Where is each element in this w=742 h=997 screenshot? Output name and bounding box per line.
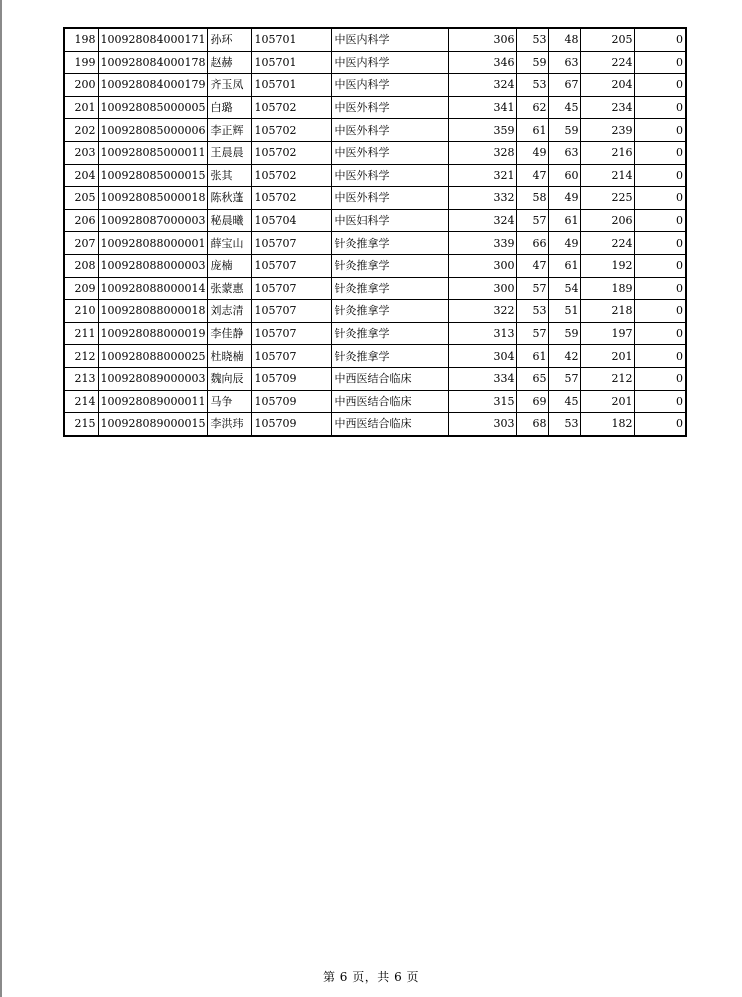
page-left-edge	[0, 0, 2, 997]
cell-total-score: 322	[449, 300, 517, 323]
cell-major: 中西医结合临床	[332, 413, 449, 436]
cell-score-3: 206	[581, 209, 635, 232]
cell-name: 庞楠	[208, 254, 252, 277]
cell-score-3: 224	[581, 51, 635, 74]
cell-major: 针灸推拿学	[332, 232, 449, 255]
cell-total-score: 359	[449, 119, 517, 142]
cell-score-2: 63	[549, 141, 581, 164]
cell-score-3: 216	[581, 141, 635, 164]
cell-extra: 0	[635, 119, 686, 142]
cell-exam-id: 100928088000003	[98, 254, 208, 277]
table-row	[64, 74, 686, 97]
cell-name: 赵赫	[208, 51, 252, 74]
cell-score-2: 59	[549, 119, 581, 142]
cell-major: 中医外科学	[332, 96, 449, 119]
cell-extra: 0	[635, 141, 686, 164]
cell-score-1: 66	[517, 232, 549, 255]
cell-extra: 0	[635, 187, 686, 210]
cell-score-3: 201	[581, 345, 635, 368]
table-row	[64, 141, 686, 164]
cell-extra: 0	[635, 345, 686, 368]
cell-major: 针灸推拿学	[332, 277, 449, 300]
cell-row-number: 206	[64, 209, 98, 232]
cell-name: 薛宝山	[208, 232, 252, 255]
cell-exam-id: 100928084000179	[98, 74, 208, 97]
cell-extra: 0	[635, 232, 686, 255]
cell-score-1: 61	[517, 345, 549, 368]
cell-major: 针灸推拿学	[332, 322, 449, 345]
table-row	[64, 300, 686, 323]
cell-name: 李正辉	[208, 119, 252, 142]
cell-major-code: 105707	[252, 322, 332, 345]
cell-major: 针灸推拿学	[332, 300, 449, 323]
table-row	[64, 209, 686, 232]
cell-major: 中医外科学	[332, 141, 449, 164]
cell-score-1: 69	[517, 390, 549, 413]
cell-exam-id: 100928088000014	[98, 277, 208, 300]
cell-major: 针灸推拿学	[332, 254, 449, 277]
cell-major-code: 105701	[252, 74, 332, 97]
cell-total-score: 324	[449, 74, 517, 97]
results-table	[63, 27, 687, 437]
cell-score-3: 197	[581, 322, 635, 345]
cell-extra: 0	[635, 28, 686, 51]
cell-row-number: 203	[64, 141, 98, 164]
cell-major-code: 105701	[252, 28, 332, 51]
cell-name: 齐玉凤	[208, 74, 252, 97]
cell-exam-id: 100928085000018	[98, 187, 208, 210]
table-row	[64, 367, 686, 390]
cell-row-number: 213	[64, 367, 98, 390]
cell-exam-id: 100928089000003	[98, 367, 208, 390]
cell-major-code: 105709	[252, 413, 332, 436]
cell-exam-id: 100928085000011	[98, 141, 208, 164]
cell-row-number: 199	[64, 51, 98, 74]
cell-name: 白璐	[208, 96, 252, 119]
cell-score-1: 53	[517, 28, 549, 51]
table-row	[64, 96, 686, 119]
cell-name: 杜晓楠	[208, 345, 252, 368]
cell-row-number: 198	[64, 28, 98, 51]
cell-row-number: 202	[64, 119, 98, 142]
cell-name: 刘志清	[208, 300, 252, 323]
cell-score-3: 182	[581, 413, 635, 436]
cell-major-code: 105704	[252, 209, 332, 232]
cell-score-1: 68	[517, 413, 549, 436]
cell-name: 马争	[208, 390, 252, 413]
cell-major-code: 105707	[252, 254, 332, 277]
cell-extra: 0	[635, 74, 686, 97]
cell-exam-id: 100928085000015	[98, 164, 208, 187]
cell-score-2: 51	[549, 300, 581, 323]
cell-extra: 0	[635, 277, 686, 300]
cell-score-3: 204	[581, 74, 635, 97]
cell-total-score: 313	[449, 322, 517, 345]
cell-score-1: 57	[517, 322, 549, 345]
cell-score-2: 45	[549, 390, 581, 413]
cell-row-number: 215	[64, 413, 98, 436]
cell-score-1: 58	[517, 187, 549, 210]
cell-score-3: 189	[581, 277, 635, 300]
cell-score-1: 57	[517, 277, 549, 300]
cell-exam-id: 100928089000015	[98, 413, 208, 436]
cell-exam-id: 100928087000003	[98, 209, 208, 232]
table-row	[64, 254, 686, 277]
cell-major-code: 105702	[252, 164, 332, 187]
cell-major: 中西医结合临床	[332, 390, 449, 413]
cell-score-2: 54	[549, 277, 581, 300]
cell-total-score: 321	[449, 164, 517, 187]
table-row	[64, 164, 686, 187]
cell-total-score: 303	[449, 413, 517, 436]
cell-score-2: 57	[549, 367, 581, 390]
cell-score-3: 225	[581, 187, 635, 210]
cell-total-score: 334	[449, 367, 517, 390]
cell-exam-id: 100928084000171	[98, 28, 208, 51]
cell-score-2: 61	[549, 209, 581, 232]
table-row	[64, 232, 686, 255]
cell-score-2: 45	[549, 96, 581, 119]
cell-extra: 0	[635, 367, 686, 390]
cell-extra: 0	[635, 51, 686, 74]
cell-score-2: 67	[549, 74, 581, 97]
cell-score-1: 62	[517, 96, 549, 119]
cell-row-number: 212	[64, 345, 98, 368]
table-body	[64, 28, 686, 436]
cell-name: 李佳静	[208, 322, 252, 345]
cell-score-2: 49	[549, 232, 581, 255]
cell-exam-id: 100928085000005	[98, 96, 208, 119]
table-row	[64, 390, 686, 413]
table-row	[64, 277, 686, 300]
cell-total-score: 332	[449, 187, 517, 210]
table-row	[64, 51, 686, 74]
cell-major: 中医外科学	[332, 187, 449, 210]
cell-name: 王晨晨	[208, 141, 252, 164]
cell-score-3: 218	[581, 300, 635, 323]
cell-total-score: 339	[449, 232, 517, 255]
cell-score-2: 63	[549, 51, 581, 74]
cell-name: 陈秋蓬	[208, 187, 252, 210]
cell-exam-id: 100928088000001	[98, 232, 208, 255]
cell-total-score: 300	[449, 254, 517, 277]
cell-score-2: 49	[549, 187, 581, 210]
cell-row-number: 210	[64, 300, 98, 323]
cell-score-3: 205	[581, 28, 635, 51]
cell-exam-id: 100928085000006	[98, 119, 208, 142]
cell-total-score: 346	[449, 51, 517, 74]
cell-name: 张其	[208, 164, 252, 187]
cell-name: 秘晨曦	[208, 209, 252, 232]
cell-extra: 0	[635, 300, 686, 323]
cell-total-score: 324	[449, 209, 517, 232]
cell-score-1: 57	[517, 209, 549, 232]
cell-major: 中西医结合临床	[332, 367, 449, 390]
cell-major: 中医外科学	[332, 164, 449, 187]
cell-major: 针灸推拿学	[332, 345, 449, 368]
cell-major: 中医外科学	[332, 119, 449, 142]
cell-total-score: 328	[449, 141, 517, 164]
cell-score-2: 60	[549, 164, 581, 187]
table-row	[64, 28, 686, 51]
page-footer: 第 6 页，共 6 页	[322, 970, 420, 984]
cell-major-code: 105707	[252, 277, 332, 300]
table-row	[64, 322, 686, 345]
table-row	[64, 413, 686, 436]
cell-total-score: 304	[449, 345, 517, 368]
cell-score-3: 201	[581, 390, 635, 413]
table-row	[64, 119, 686, 142]
cell-major-code: 105701	[252, 51, 332, 74]
table-row	[64, 187, 686, 210]
cell-row-number: 204	[64, 164, 98, 187]
cell-major: 中医妇科学	[332, 209, 449, 232]
cell-major: 中医内科学	[332, 74, 449, 97]
cell-score-3: 239	[581, 119, 635, 142]
cell-row-number: 208	[64, 254, 98, 277]
cell-major-code: 105709	[252, 367, 332, 390]
cell-row-number: 200	[64, 74, 98, 97]
cell-total-score: 341	[449, 96, 517, 119]
cell-score-2: 53	[549, 413, 581, 436]
cell-row-number: 214	[64, 390, 98, 413]
cell-name: 张蒙惠	[208, 277, 252, 300]
cell-score-1: 65	[517, 367, 549, 390]
cell-major-code: 105707	[252, 345, 332, 368]
cell-score-2: 59	[549, 322, 581, 345]
cell-major: 中医内科学	[332, 51, 449, 74]
cell-name: 魏向辰	[208, 367, 252, 390]
cell-score-1: 49	[517, 141, 549, 164]
cell-name: 李洪玮	[208, 413, 252, 436]
cell-exam-id: 100928089000011	[98, 390, 208, 413]
cell-score-1: 47	[517, 254, 549, 277]
cell-total-score: 306	[449, 28, 517, 51]
cell-score-2: 61	[549, 254, 581, 277]
cell-extra: 0	[635, 254, 686, 277]
cell-exam-id: 100928088000025	[98, 345, 208, 368]
cell-score-1: 53	[517, 300, 549, 323]
cell-row-number: 205	[64, 187, 98, 210]
cell-score-3: 214	[581, 164, 635, 187]
cell-score-1: 59	[517, 51, 549, 74]
cell-name: 孙环	[208, 28, 252, 51]
cell-extra: 0	[635, 209, 686, 232]
cell-row-number: 201	[64, 96, 98, 119]
cell-major: 中医内科学	[332, 28, 449, 51]
cell-score-3: 212	[581, 367, 635, 390]
cell-total-score: 300	[449, 277, 517, 300]
cell-major-code: 105702	[252, 96, 332, 119]
cell-row-number: 209	[64, 277, 98, 300]
cell-extra: 0	[635, 96, 686, 119]
cell-score-2: 48	[549, 28, 581, 51]
cell-row-number: 211	[64, 322, 98, 345]
cell-major-code: 105702	[252, 141, 332, 164]
cell-major-code: 105707	[252, 300, 332, 323]
cell-score-3: 224	[581, 232, 635, 255]
cell-row-number: 207	[64, 232, 98, 255]
cell-total-score: 315	[449, 390, 517, 413]
cell-extra: 0	[635, 413, 686, 436]
cell-major-code: 105702	[252, 187, 332, 210]
cell-score-1: 61	[517, 119, 549, 142]
cell-exam-id: 100928084000178	[98, 51, 208, 74]
cell-extra: 0	[635, 164, 686, 187]
cell-score-1: 53	[517, 74, 549, 97]
table-row	[64, 345, 686, 368]
cell-score-2: 42	[549, 345, 581, 368]
cell-score-3: 192	[581, 254, 635, 277]
cell-major-code: 105707	[252, 232, 332, 255]
cell-extra: 0	[635, 390, 686, 413]
cell-extra: 0	[635, 322, 686, 345]
cell-exam-id: 100928088000019	[98, 322, 208, 345]
cell-score-1: 47	[517, 164, 549, 187]
cell-major-code: 105702	[252, 119, 332, 142]
cell-exam-id: 100928088000018	[98, 300, 208, 323]
cell-major-code: 105709	[252, 390, 332, 413]
cell-score-3: 234	[581, 96, 635, 119]
